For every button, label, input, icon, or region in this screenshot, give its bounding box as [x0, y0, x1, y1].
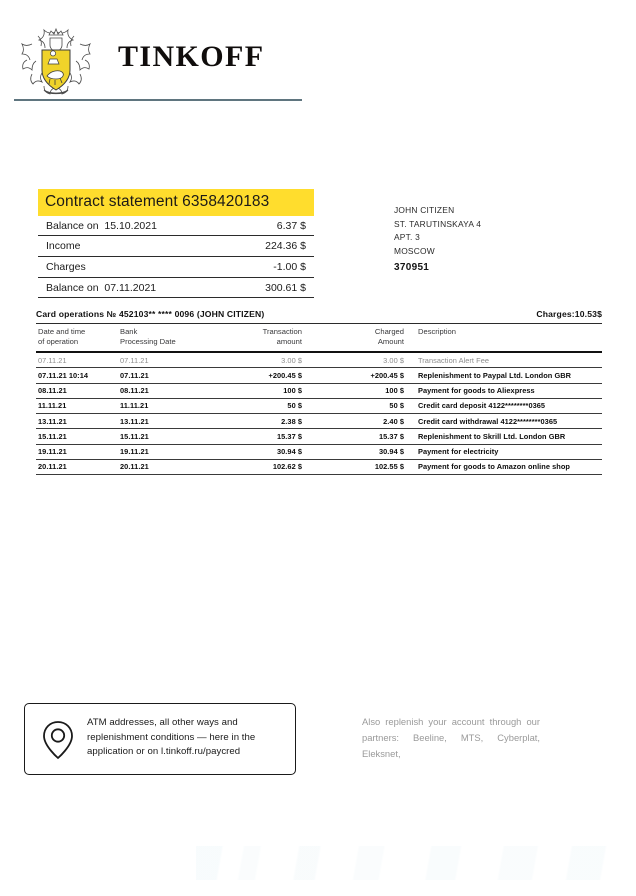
operations-account-label: Card operations № 452103** **** 0096 (JOHN CITIZEN): [36, 309, 265, 319]
operations-header-row: [36, 324, 602, 353]
summary-row-label: Income: [46, 240, 81, 253]
cell-charged-amount: 30.94 $: [314, 444, 416, 459]
cell-transaction-amount: 50 $: [208, 398, 314, 413]
map-pin-icon: [39, 719, 77, 761]
table-row: [36, 368, 602, 383]
summary-row-label: Charges: [46, 261, 86, 273]
cell-transaction-amount: 30.94 $: [208, 444, 314, 459]
cell-date: 07.11.21: [36, 352, 118, 368]
cell-description: Credit card withdrawal 4122********0365: [416, 414, 602, 429]
cell-date: 11.11.21: [36, 398, 118, 413]
column-header-description: Description: [416, 324, 602, 353]
cell-transaction-amount: 102.62 $: [208, 459, 314, 474]
cell-bank-date: 07.11.21: [118, 352, 208, 368]
contract-statement-title: Contract statement 6358420183: [38, 189, 314, 216]
cell-bank-date: 19.11.21: [118, 444, 208, 459]
cell-transaction-amount: 15.37 $: [208, 429, 314, 444]
cell-description: Payment for electricity: [416, 444, 602, 459]
recipient-name: JOHN CITIZEN: [394, 205, 455, 215]
cell-bank-date: 08.11.21: [118, 383, 208, 398]
cell-transaction-amount: 2.38 $: [208, 414, 314, 429]
header-divider: [14, 99, 302, 101]
table-row: [36, 414, 602, 429]
cell-transaction-amount: 3.00 $: [208, 352, 314, 368]
operations-caption: [36, 309, 602, 323]
scan-artifact: [196, 846, 616, 880]
cell-bank-date: 07.11.21: [118, 368, 208, 383]
tinkoff-crest-icon: [20, 26, 92, 98]
summary-row-value: 6.37 $: [276, 219, 306, 232]
cell-date: 07.11.21 10:14: [36, 368, 118, 383]
summary-row-value: 224.36 $: [265, 240, 306, 253]
table-row: [36, 398, 602, 413]
cell-description: Transaction Alert Fee: [416, 352, 602, 368]
cell-date: 13.11.21: [36, 414, 118, 429]
cell-transaction-amount: 100 $: [208, 383, 314, 398]
column-header-transaction-amount: Transaction amount: [208, 324, 314, 353]
recipient-city: MOSCOW: [394, 245, 435, 256]
column-header-bank-date: Bank Processing Date: [118, 324, 208, 353]
operations-charges-total: Charges:10.53$: [536, 309, 602, 319]
operations-table: [36, 323, 602, 475]
recipient-address: [394, 204, 481, 258]
summary-row-value: 300.61 $: [265, 281, 306, 294]
summary-row: [38, 278, 314, 299]
atm-notice-text: ATM addresses, all other ways and replenishment conditions — here in the application or on l.tinkoff.ru/paycred: [87, 717, 256, 758]
cell-charged-amount: 102.55 $: [314, 459, 416, 474]
cell-description: Payment for goods to Aliexpress: [416, 383, 602, 398]
reference-number: 370951: [394, 262, 430, 273]
cell-charged-amount: 2.40 $: [314, 414, 416, 429]
card-operations-section: [36, 309, 602, 475]
column-header-date: Date and time of operation: [36, 324, 118, 353]
summary-row-value: -1.00 $: [273, 261, 306, 273]
document-header: [14, 22, 314, 106]
summary-row: [38, 216, 314, 237]
recipient-street: ST. TARUTINSKAYA 4: [394, 218, 482, 229]
table-row: [36, 429, 602, 444]
brand-name: TINKOFF: [118, 40, 265, 73]
cell-description: Replenishment to Skrill Ltd. London GBR: [416, 429, 602, 444]
cell-description: Payment for goods to Amazon online shop: [416, 459, 602, 474]
cell-description: Credit card deposit 4122********0365: [416, 398, 602, 413]
table-row: [36, 352, 602, 368]
summary-row: [38, 236, 314, 257]
operations-body: [36, 352, 602, 475]
table-row: [36, 383, 602, 398]
cell-bank-date: 15.11.21: [118, 429, 208, 444]
cell-date: 19.11.21: [36, 444, 118, 459]
table-row: [36, 444, 602, 459]
cell-bank-date: 11.11.21: [118, 398, 208, 413]
column-header-charged-amount: Charged Amount: [314, 324, 416, 353]
partners-notice: Also replenish your account through our partners: Beeline, MTS, Cyberplat, Eleksnet,: [362, 716, 540, 759]
cell-date: 20.11.21: [36, 459, 118, 474]
cell-charged-amount: 50 $: [314, 398, 416, 413]
cell-description: Replenishment to Paypal Ltd. London GBR: [416, 368, 602, 383]
contract-summary: [38, 189, 314, 298]
cell-date: 08.11.21: [36, 383, 118, 398]
cell-date: 15.11.21: [36, 429, 118, 444]
cell-charged-amount: 15.37 $: [314, 429, 416, 444]
cell-charged-amount: +200.45 $: [314, 368, 416, 383]
summary-row: [38, 257, 314, 278]
atm-notice-box: [24, 703, 296, 775]
recipient-apartment: APT. 3: [394, 232, 420, 243]
summary-row-label: Balance on 07.11.2021: [46, 281, 157, 294]
cell-charged-amount: 100 $: [314, 383, 416, 398]
cell-bank-date: 20.11.21: [118, 459, 208, 474]
table-row: [36, 459, 602, 474]
cell-charged-amount: 3.00 $: [314, 352, 416, 368]
summary-rows: [38, 216, 314, 298]
cell-transaction-amount: +200.45 $: [208, 368, 314, 383]
summary-row-label: Balance on 15.10.2021: [46, 219, 157, 232]
cell-bank-date: 13.11.21: [118, 414, 208, 429]
